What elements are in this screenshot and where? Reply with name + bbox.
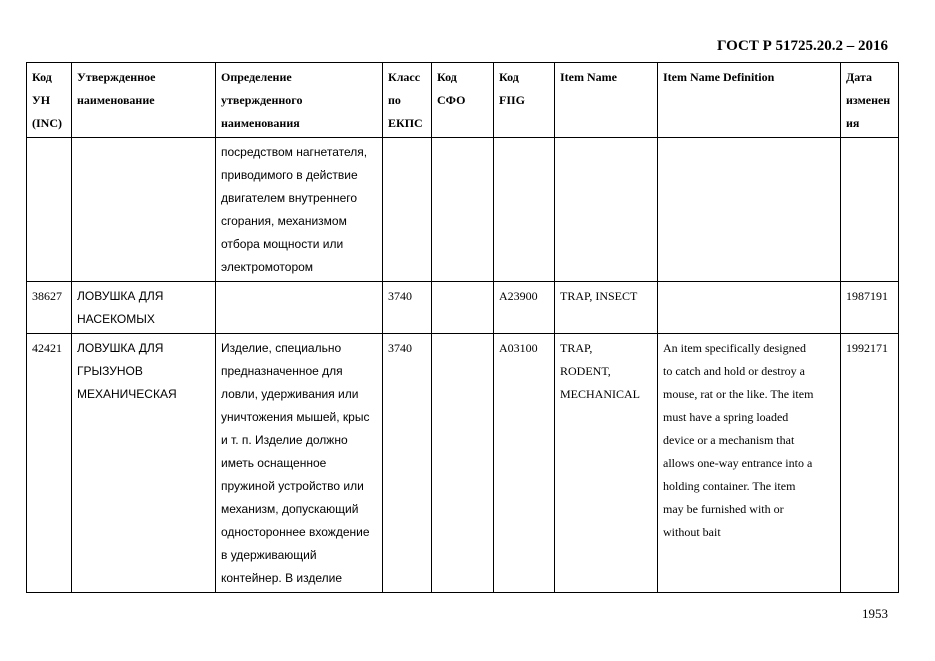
page-number: 1953 bbox=[862, 606, 888, 621]
cell-item-name: TRAP, RODENT, MECHANICAL bbox=[555, 334, 658, 593]
document-standard-header: ГОСТ Р 51725.20.2 – 2016 bbox=[716, 38, 888, 54]
cell-approved-name: ЛОВУШКА ДЛЯ НАСЕКОМЫХ bbox=[72, 282, 216, 334]
cell-class: 3740 bbox=[383, 334, 432, 593]
table-header-row bbox=[27, 63, 899, 138]
cell-approved-name bbox=[72, 138, 216, 282]
table-row bbox=[27, 282, 899, 334]
cell-item-definition bbox=[658, 282, 841, 334]
cell-change-date: 1987191 bbox=[841, 282, 899, 334]
column-header-item-definition: Item Name Definition bbox=[658, 63, 841, 138]
column-header-approved-name: Утвержденное наименование bbox=[72, 63, 216, 138]
table-row bbox=[27, 334, 899, 593]
cell-item-name: TRAP, INSECT bbox=[555, 282, 658, 334]
column-header-class: Класс по ЕКПС bbox=[383, 63, 432, 138]
cell-sfo bbox=[432, 282, 494, 334]
column-header-item-name: Item Name bbox=[555, 63, 658, 138]
cell-inc bbox=[27, 138, 72, 282]
table-row bbox=[27, 138, 899, 282]
cell-class: 3740 bbox=[383, 282, 432, 334]
cell-definition bbox=[216, 282, 383, 334]
cell-class bbox=[383, 138, 432, 282]
cell-sfo bbox=[432, 138, 494, 282]
cell-change-date: 1992171 bbox=[841, 334, 899, 593]
cell-fiig: A03100 bbox=[494, 334, 555, 593]
cell-item-name bbox=[555, 138, 658, 282]
cell-item-definition bbox=[658, 138, 841, 282]
cell-sfo bbox=[432, 334, 494, 593]
column-header-sfo: Код СФО bbox=[432, 63, 494, 138]
gost-item-table bbox=[26, 62, 899, 593]
column-header-fiig: Код FIIG bbox=[494, 63, 555, 138]
cell-definition: посредством нагнетателя, приводимого в действие двигателем внутреннего сгорания, механизмом отбора мощности или электромотором bbox=[216, 138, 383, 282]
column-header-definition: Определение утвержденного наименования bbox=[216, 63, 383, 138]
column-header-change-date: Дата изменен ия bbox=[841, 63, 899, 138]
column-header-inc: Код УН (INC) bbox=[27, 63, 72, 138]
cell-approved-name: ЛОВУШКА ДЛЯ ГРЫЗУНОВ МЕХАНИЧЕСКАЯ bbox=[72, 334, 216, 593]
cell-definition: Изделие, специально предназначенное для ловли, удерживания или уничтожения мышей, крыс и т. п. Изделие должно иметь оснащенное пружиной устройство или механизм, допускающий одностороннее вхождение в удерживающий контейнер. В изделие bbox=[216, 334, 383, 593]
cell-inc: 38627 bbox=[27, 282, 72, 334]
cell-fiig bbox=[494, 138, 555, 282]
cell-item-definition: An item specifically designed to catch and hold or destroy a mouse, rat or the like. The item must have a spring loaded device or a mechanism that allows one-way entrance into a holding container. The item may be furnished with or without bait bbox=[658, 334, 841, 593]
cell-fiig: A23900 bbox=[494, 282, 555, 334]
cell-change-date bbox=[841, 138, 899, 282]
cell-inc: 42421 bbox=[27, 334, 72, 593]
